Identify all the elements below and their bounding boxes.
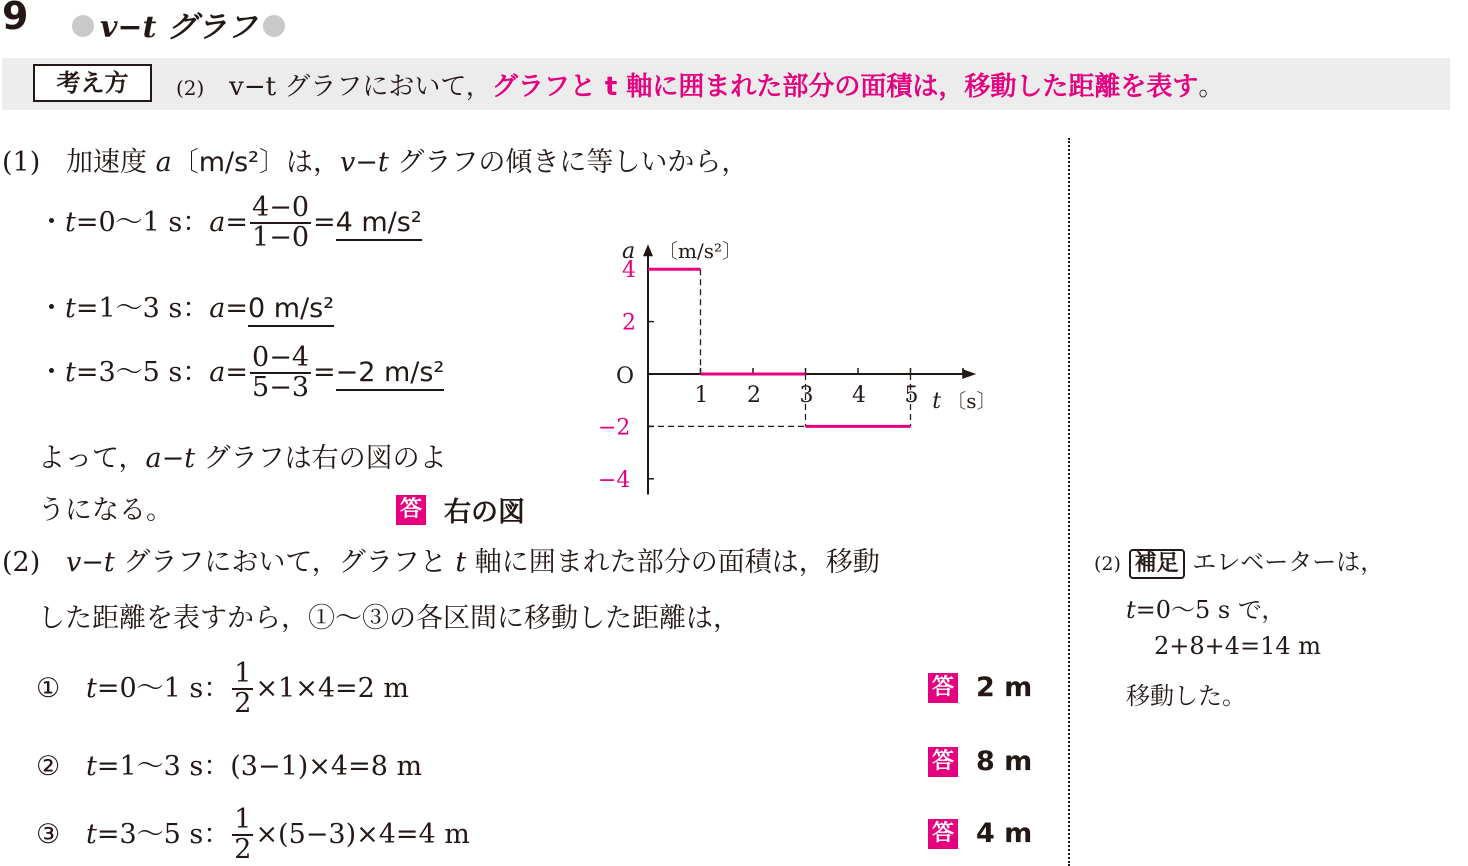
hint-emphasis: グラフと t 軸に囲まれた部分の面積は，移動した距離を表す [491, 72, 1199, 102]
supplement-text-1: エレベーターは， [1192, 548, 1385, 576]
origin-label: O [616, 364, 635, 389]
y-tick-label: 2 [622, 310, 636, 336]
column-divider [1068, 138, 1070, 866]
row-var: a [209, 293, 226, 324]
answer-value: 右の図 [444, 497, 525, 528]
answer-badge: 答 [396, 495, 426, 525]
conclusion-var: a−t [145, 443, 196, 474]
x-axis-arrow [962, 369, 976, 379]
fraction-num: 4−0 [252, 192, 309, 223]
part2-var: v−t [66, 547, 115, 578]
part1-conclusion-line2: うになる。 [38, 495, 173, 526]
row-eq: = [225, 356, 249, 388]
row-var: a [209, 206, 226, 238]
y-axis-var: a [622, 239, 636, 265]
part1-intro [2, 140, 748, 179]
row-t: t [65, 206, 76, 238]
part2-item-2 [36, 744, 422, 783]
part2-line2: した距離を表すから，①〜③の各区間に移動した距離は， [38, 603, 740, 634]
part1-intro-a: 加速度 [66, 147, 147, 178]
hint-end: 。 [1198, 72, 1225, 102]
row-range: =1〜3 s： [75, 293, 210, 324]
a-t-chart [580, 206, 1040, 516]
title-text: v−t グラフ [100, 10, 257, 45]
x-tick-label: 1 [694, 383, 709, 408]
row-eq: = [225, 206, 249, 238]
title-bullet-right [263, 15, 285, 37]
row-eq2: = [313, 206, 336, 238]
part2-t: t [455, 547, 467, 578]
x-tick-label: 4 [852, 383, 866, 408]
part1-row-2 [38, 286, 334, 325]
chart-labels [598, 239, 997, 493]
item-text-a: =0〜1 s： [96, 672, 231, 704]
supplement-text-2: =0〜5 s で， [1135, 596, 1286, 624]
item-text-a: =1〜3 s：(3−1)×4=8 m [96, 751, 423, 782]
item-text-a: =3〜5 s： [96, 818, 231, 850]
row-t: t [65, 356, 76, 388]
chart-axes [643, 244, 976, 494]
supplement-line2 [1126, 590, 1285, 625]
conclusion-b: グラフは右の図のよ [195, 443, 447, 474]
item-text-b: ×(5−3)×4=4 m [255, 818, 470, 850]
item-text-b: ×1×4=2 m [255, 672, 410, 704]
part2-answer-1 [928, 672, 1032, 703]
problem-number: 9 [2, 0, 29, 38]
fraction-den: 2 [234, 688, 252, 720]
hint-part: (2) [176, 76, 205, 100]
answer-badge: 答 [928, 819, 958, 849]
supplement-line3: 2+8+4=14 m [1154, 632, 1322, 660]
row-t: t [65, 293, 76, 324]
part1-row-1 [38, 194, 422, 253]
item-fraction [232, 660, 253, 719]
part1-intro-c: グラフの傾きに等しいから， [388, 147, 749, 178]
supplement-part: (2) [1094, 553, 1121, 575]
answer-badge: 答 [928, 673, 958, 703]
part2-label: (2) [2, 547, 41, 578]
y-tick-label: 4 [622, 258, 636, 284]
row-fraction [250, 344, 311, 403]
chart-guides [648, 269, 911, 426]
row-result: 4 m/s² [336, 207, 422, 241]
part2-item-3 [36, 806, 470, 865]
part1-intro-b: 〔m/s²〕は， [171, 147, 340, 178]
row-eq2: = [313, 356, 336, 388]
hint-lead: v−t グラフにおいて， [229, 72, 492, 102]
y-axis-unit: 〔m/s²〕 [658, 239, 742, 264]
part1-row-3 [38, 344, 444, 403]
x-tick-label: 2 [747, 383, 761, 408]
item-mark: ② [36, 751, 61, 782]
row-eq: = [225, 293, 249, 324]
row-range: =3〜5 s： [75, 356, 210, 388]
supplement-t: t [1126, 596, 1136, 624]
part1-answer [396, 490, 525, 529]
x-tick-label: 5 [904, 383, 919, 408]
answer-value: 4 m [976, 818, 1033, 849]
conclusion-a: よって， [38, 443, 146, 474]
answer-badge: 答 [928, 747, 958, 777]
hint-label: 考え方 [33, 64, 152, 102]
answer-value: 8 m [976, 746, 1033, 777]
hint-text [176, 66, 1224, 103]
part2-item-1 [36, 660, 409, 719]
item-mark: ③ [36, 818, 61, 850]
item-t: t [85, 751, 97, 782]
x-tick-label: 3 [799, 383, 814, 408]
fraction-den: 2 [234, 834, 252, 866]
part2-line1 [2, 540, 880, 579]
item-t: t [85, 672, 97, 704]
row-bullet: ・ [38, 293, 65, 324]
fraction-den: 1−0 [252, 222, 309, 254]
row-result: −2 m/s² [336, 357, 445, 391]
row-var: a [209, 356, 226, 388]
part2-line1-a: グラフにおいて，グラフと [114, 547, 456, 578]
part1-intro-var: a [155, 147, 172, 178]
row-bullet: ・ [38, 356, 65, 388]
part2-line1-b: 軸に囲まれた部分の面積は，移動 [466, 547, 880, 578]
title-bullet-left [72, 15, 94, 37]
supplement-line1 [1094, 542, 1384, 579]
y-tick-label: −4 [598, 467, 631, 493]
part1-intro-var2: v−t [340, 147, 389, 178]
row-range: =0〜1 s： [75, 206, 210, 238]
fraction-num: 1 [234, 804, 252, 835]
y-axis-arrow [643, 244, 653, 256]
part2-answer-2 [928, 746, 1032, 777]
row-bullet: ・ [38, 206, 65, 238]
item-t: t [85, 818, 97, 850]
fraction-den: 5−3 [252, 372, 309, 404]
y-tick-label: −2 [598, 415, 631, 441]
supplement-badge: 補足 [1129, 549, 1185, 579]
item-mark: ① [36, 672, 61, 704]
fraction-num: 1 [234, 658, 252, 689]
row-result: 0 m/s² [248, 293, 334, 327]
part1-conclusion-line1 [38, 436, 447, 475]
problem-title [66, 2, 291, 46]
answer-value: 2 m [976, 672, 1033, 703]
chart-series [648, 269, 911, 426]
fraction-num: 0−4 [252, 342, 309, 373]
x-axis-var: t [932, 389, 942, 414]
part1-label: (1) [2, 147, 41, 178]
x-axis-unit: 〔s〕 [946, 389, 997, 413]
row-fraction [250, 194, 311, 253]
item-fraction [232, 806, 253, 865]
part2-answer-3 [928, 818, 1032, 849]
supplement-line4: 移動した。 [1126, 682, 1246, 710]
